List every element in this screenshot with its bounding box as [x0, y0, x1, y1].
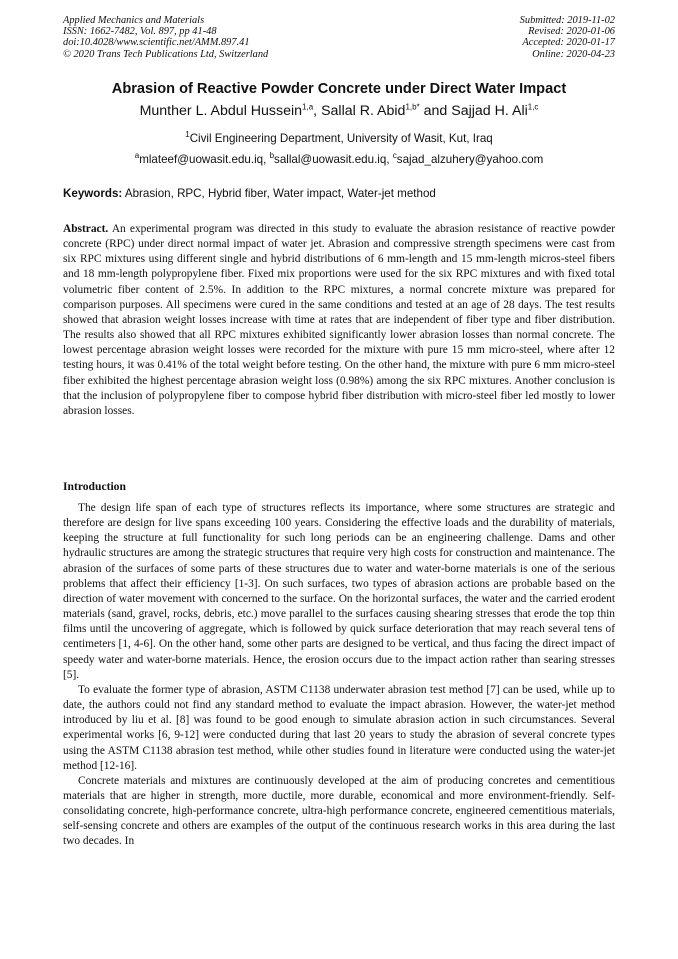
section-heading-introduction: Introduction [63, 480, 126, 493]
publication-dates [520, 15, 615, 60]
affiliation-superscript: 1 [185, 130, 190, 140]
email-superscript: a [134, 151, 140, 161]
author-superscript: 1,c [527, 102, 539, 112]
author-superscript: 1,b* [405, 102, 420, 112]
author-emails [0, 153, 678, 166]
journal-doi: doi:10.4028/www.scientific.net/AMM.897.41 [63, 37, 250, 49]
paragraph: The design life span of each type of structures reflects its importance, where some structures are strategic and therefore are design for live spans exceeding 100 years. Considering the effective loads and the durability of materials, keeping the structure at full functionality for such long periods can be an engineering challenge. Dams and other hydraulic structures are among the strategic structures that require very high costs for construction and maintenance. The abrasion of the surfaces of some parts of these structures due to water and water-borne materials is one of the serious problems that affect their efficiency [1-3]. On such surfaces, two types of abrasion actions are probable based on the direction of water movement with concerned to the surface. On the horizontal surfaces, the water and the carried erodent materials (sand, gravel, rocks, debris, etc.) move parallel to the surfaces causing shearing stresses that erode the top thin films until the uncovering of aggregate, which is followed by quick surface deterioration that may reach several tens of centimeters [1, 4-6]. On the other hand, some other parts are designed to be vertical, and thus facing the direct impact of speedy water and water-borne materials. Hence, the erosion occurs due to the impact action rather than searing stresses [5]. [63, 502, 615, 681]
paragraph: To evaluate the former type of abrasion, ASTM C1138 underwater abrasion test method [7] can be used, while up to date, the authors could not find any standard method to evaluate the impact abrasion. However, the water-jet method introduced by liu et al. [8] was found to be good enough to simulate abrasion action in such circumstances. Several experimental works [6, 9-12] were conducted during that last 20 years to study the abrasion of several concrete types using the ASTM C1138 abrasion test method, while other studies found in literature were conducted using the water-jet method [12-16]. [63, 683, 615, 772]
keywords-label: Keywords: [63, 187, 123, 200]
email-link[interactable]: sallal@uowasit.edu.iq, [274, 153, 393, 166]
journal-info [63, 15, 268, 60]
date-online: Online: 2020-04-23 [532, 48, 615, 60]
introduction-body [63, 501, 615, 850]
date-accepted: Accepted: 2020-01-17 [522, 37, 615, 49]
author-name: Sallal R. Abid [321, 103, 406, 119]
date-revised: Revised: 2020-01-06 [528, 26, 615, 38]
paper-title: Abrasion of Reactive Powder Concrete under Direct Water Impact [111, 81, 567, 97]
affiliation-text: Civil Engineering Department, University of Wasit, Kut, Iraq [189, 132, 493, 145]
paragraph: Concrete materials and mixtures are continuously developed at the aim of producing concretes and cementitious materials that are higher in strength, more ductile, more durable, economical and more environment-friendly. Self-consolidating concrete, high-performance concrete, ultra-high performance concrete, engineered cementitious materials, self-sensing concrete and others are examples of the output of the continuous research works in this area during the last two decades. In [63, 774, 615, 848]
email-link[interactable]: mlateef@uowasit.edu.iq, [139, 153, 270, 166]
journal-issn: ISSN: 1662-7482, Vol. 897, pp 41-48 [63, 26, 217, 38]
author-separator: and [419, 103, 452, 119]
author-list [0, 103, 678, 119]
date-submitted: Submitted: 2019-11-02 [519, 15, 615, 26]
keywords-text: Abrasion, RPC, Hybrid fiber, Water impact, Water-jet method [122, 187, 436, 200]
email-superscript: b [269, 151, 275, 161]
keywords [63, 187, 615, 200]
journal-name: Applied Mechanics and Materials [63, 15, 205, 26]
abstract-text: An experimental program was directed in this study to evaluate the abrasion resistance of reactive powder concrete (RPC) under direct normal impact of water jet. Abrasion and compressive strength specimens were cast from six RPC mixtures using different single and hybrid distributions of 6 mm-length and 15 mm-length micros-steel fibers and 18 mm-length polypropylene fiber. Fixed mix proportions were used for the six RPC mixtures and with fixed total volumetric fiber content of 2.5%. In addition to the RPC mixtures, a normal concrete mixture was prepared for comparison purposes. All specimens were cured in the same conditions and tested at an age of 28 days. The test results showed that abrasion weight losses increase with time at rates that are independent of fiber type and fiber distribution. The results also showed that all RPC mixtures exhibited significantly lower abrasion losses than normal concrete. The lowest percentage abrasion weight losses were recorded for the mixture with pure 15 mm micro-steel, where after 12 testing hours, it was 0.41% of the total weight before testing. On the other hand, the mixture with pure 6 mm micro-steel fiber exhibited the highest percentage abrasion weight loss (0.98%) among the six RPC mixtures. Another conclusion is that the inclusion of polypropylene fiber to compose hybrid fiber distribution with micro-steel fiber led mostly to lower abrasion losses. [63, 223, 615, 417]
abstract-label: Abstract. [63, 223, 109, 235]
abstract [63, 222, 615, 419]
author-name: Sajjad H. Ali [451, 103, 528, 119]
email-link[interactable]: sajad_alzuhery@yahoo.com [396, 153, 544, 166]
author-name: Munther L. Abdul Hussein [139, 103, 303, 119]
author-superscript: 1,a [302, 102, 314, 112]
author-separator: , [313, 103, 322, 119]
journal-copyright: © 2020 Trans Tech Publications Ltd, Switzerland [63, 48, 269, 60]
email-superscript: c [392, 151, 397, 161]
affiliation [0, 132, 678, 145]
